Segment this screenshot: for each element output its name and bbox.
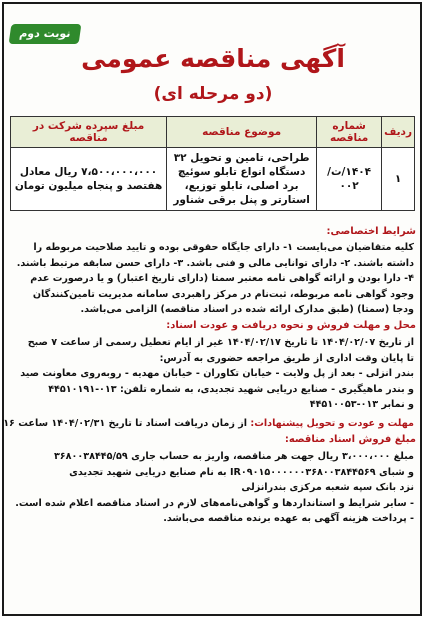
- conditions-line: داشته باشند. ۲- دارای توانایی مالی و فنی باشد. ۳- دارای حسن سابقه مرتبط باشند.: [16, 257, 414, 269]
- cell-index: ۱: [382, 148, 415, 211]
- cell-number: ۱۴۰۴/ت/۰۰۲: [317, 148, 382, 211]
- table-row: [11, 148, 415, 211]
- sales-line: از تاریخ ۱۴۰۴/۰۲/۰۷ تا تاریخ ۱۴۰۴/۰۲/۱۷ غیر از ایام تعطیل رسمی از ساعت ۷ صبح: [27, 337, 414, 348]
- delivery-heading: مهلت و عودت و تحویل پیشنهادات:: [250, 418, 414, 429]
- header-tender-subject: موضوع مناقصه: [167, 117, 317, 148]
- header-tender-number: شماره مناقصه: [317, 117, 382, 148]
- price-line: مبلغ ۳،۰۰۰،۰۰۰ ریال جهت هر مناقصه، واریز به حساب جاری ۳۶۸۰۰۳۸۴۴۵/۵۹: [53, 451, 414, 462]
- round-badge: نوبت دوم: [9, 24, 82, 44]
- delivery-line: [3, 416, 414, 432]
- header-deposit: مبلغ سپرده شرکت در مناقصه: [11, 117, 167, 148]
- conditions-text: [8, 240, 414, 318]
- sales-line: و بندر ماهیگیری - صنایع دریایی شهید تجدیدی، به شماره تلفن: ۰۱۳-۴۴۵۱۰۱۹۱: [48, 383, 414, 395]
- notice-subtitle: (دو مرحله ای): [153, 84, 273, 104]
- conditions-line: وجود گواهی نامه مربوطه، ثبت‌نام در مرکز راهبردی سامانه مدیریت تامین‌کنندگان: [32, 288, 414, 300]
- price-line: - پرداخت هزینه آگهی به عهده برنده مناقصه می‌باشد.: [163, 513, 414, 525]
- delivery-block: [3, 416, 414, 432]
- cell-subject: طراحی، تامین و تحویل ۳۲ دستگاه انواع تابلو سوئیچ برد اصلی، تابلو توزیع، استارتر و پنل برقی شناور: [167, 148, 317, 211]
- tender-table: [10, 116, 415, 211]
- sales-text: [8, 335, 414, 413]
- sales-heading: محل و مهلت فروش و نحوه دریافت و عودت اسناد:: [166, 320, 416, 331]
- cell-deposit: ۷،۵۰۰،۰۰۰،۰۰۰ ریال معادل هفتصد و پنجاه میلیون تومان: [11, 148, 167, 211]
- conditions-line: ودجا (سمتا) (طبق مدارک ارائه شده در اسناد مناقصه) الزامی می‌باشد.: [80, 304, 414, 316]
- conditions-heading: شرایط اختصاصی:: [326, 226, 416, 237]
- delivery-text: از زمان دریافت اسناد تا تاریخ ۱۴۰۴/۰۲/۳۱ ساعت ۱۶: [3, 418, 248, 429]
- sales-line: بندر انزلی - بعد از پل ولایت - خیابان تکاوران - خیابان مهدیه - روبه‌روی معاونت صید: [20, 368, 414, 380]
- table-header-row: [11, 117, 415, 148]
- price-text: [8, 449, 414, 527]
- header-row-index: ردیف: [382, 117, 415, 148]
- price-line: نزد بانک سپه شعبه مرکزی بندرانزلی: [241, 482, 414, 494]
- conditions-line: کلیه متقاضیان می‌بایست ۱- دارای جایگاه حقوقی بوده و تایید صلاحیت مربوطه را: [33, 242, 414, 253]
- price-line: و شبای IR۰۹۰۱۵۰۰۰۰۰۰۳۶۸۰۰۳۸۴۴۵۶۹ به نام صنایع دریایی شهید تجدیدی: [69, 466, 414, 478]
- sales-line: تا پایان وقت اداری از طریق مراجعه حضوری به آدرس:: [159, 352, 414, 364]
- price-line: - سایر شرایط و استانداردها و گواهی‌نامه‌های لازم در اسناد مناقصه اعلام شده است.: [15, 497, 414, 509]
- notice-title: آگهی مناقصه عمومی: [81, 44, 345, 73]
- conditions-line: ۴- دارا بودن و ارائه گواهی نامه معتبر سمتا (دارای تاریخ اعتبار) و یا درصورت عدم: [30, 273, 414, 285]
- sales-line: و نمابر ۰۱۳-۴۴۵۱۰۰۵۳: [309, 399, 414, 411]
- price-heading: مبلغ فروش اسناد مناقصه:: [284, 434, 416, 445]
